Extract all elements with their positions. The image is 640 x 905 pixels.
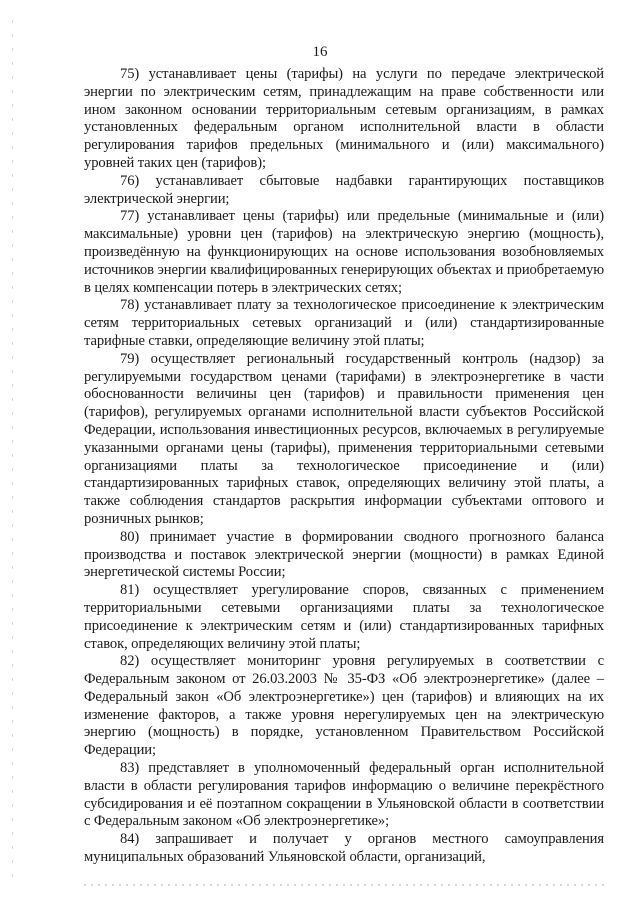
paragraph-81: 81) осуществляет урегулирование споров, связанных с применением территориальными сетевыми организациями платы за технологическое присоединение к электрическим сетям и (или) стандартизированных тарифных ставок, определяющих величину этой платы;	[84, 582, 604, 652]
page-number: 16	[312, 44, 328, 60]
paragraph-79: 79) осуществляет региональный государственный контроль (надзор) за регулируемыми государством ценами (тарифами) в электроэнергетике в части обоснованности величины цен (тарифов) и правильности применения цен (тарифов), регулируемых органами исполнительной власти субъектов Российской Федерации, использования инвестиционных ресурсов, включаемых в регулируемые указанными органами цены (тарифы), применения территориальными сетевыми организациями платы за технологическое присоединение и (или) стандартизированных тарифных ставок, определяющих величину этой платы, а также соблюдения стандартов раскрытия информации субъектами оптового и розничных рынков;	[84, 350, 604, 527]
scan-bottom-artifact	[84, 884, 604, 886]
paragraph-75: 75) устанавливает цены (тарифы) на услуги по передаче электрической энергии по электрическим сетям, принадлежащим на праве собственности или ином законном основании территориальным сетевым организациям, в рамках установленных федеральным органом исполнительной власти в области регулирования тарифов предельных (минимального и (или) максимального) уровней таких цен (тарифов);	[84, 66, 604, 171]
paragraph-83: 83) представляет в уполномоченный федеральный орган исполнительной власти в области регулирования тарифов информацию о величине перекрёстного субсидирования и её поэтапном сокращении в Ульяновской области в соответствии с Федеральным законом «Об электроэнергетике»;	[84, 760, 604, 830]
paragraph-80: 80) принимает участие в формировании сводного прогнозного баланса производства и поставок электрической энергии (мощности) в рамках Единой энергетической системы России;	[84, 528, 604, 581]
document-body	[84, 66, 604, 867]
paragraph-76: 76) устанавливает сбытовые надбавки гарантирующих поставщиков электрической энергии;	[84, 172, 604, 207]
paragraph-84: 84) запрашивает и получает у органов местного самоуправления муниципальных образований Ульяновской области, организаций,	[84, 831, 604, 866]
paragraph-77: 77) устанавливает цены (тарифы) или предельные (минимальные и (или) максимальные) уровни цен (тарифов) на электрическую энергию (мощность), произведённую на функционирующих на основе использования возобновляемых источников энергии квалифицированных генерирующих объектах и приобретаемую в целях компенсации потерь в электрических сетях;	[84, 208, 604, 296]
paragraph-82: 82) осуществляет мониторинг уровня регулируемых в соответствии с Федеральным законом от 26.03.2003 № 35-ФЗ «Об электроэнергетике» (далее – Федеральный закон «Об электроэнергетике») цен (тарифов) и влияющих на их изменение факторов, а также уровня нерегулируемых цен на электрическую энергию (мощность) в порядке, установленном Правительством Российской Федерации;	[84, 653, 604, 759]
paragraph-78: 78) устанавливает плату за технологическое присоединение к электрическим сетям территориальных сетевых организаций и (или) стандартизированные тарифные ставки, определяющие величину этой платы;	[84, 297, 604, 349]
scan-margin-artifact	[12, 20, 13, 880]
